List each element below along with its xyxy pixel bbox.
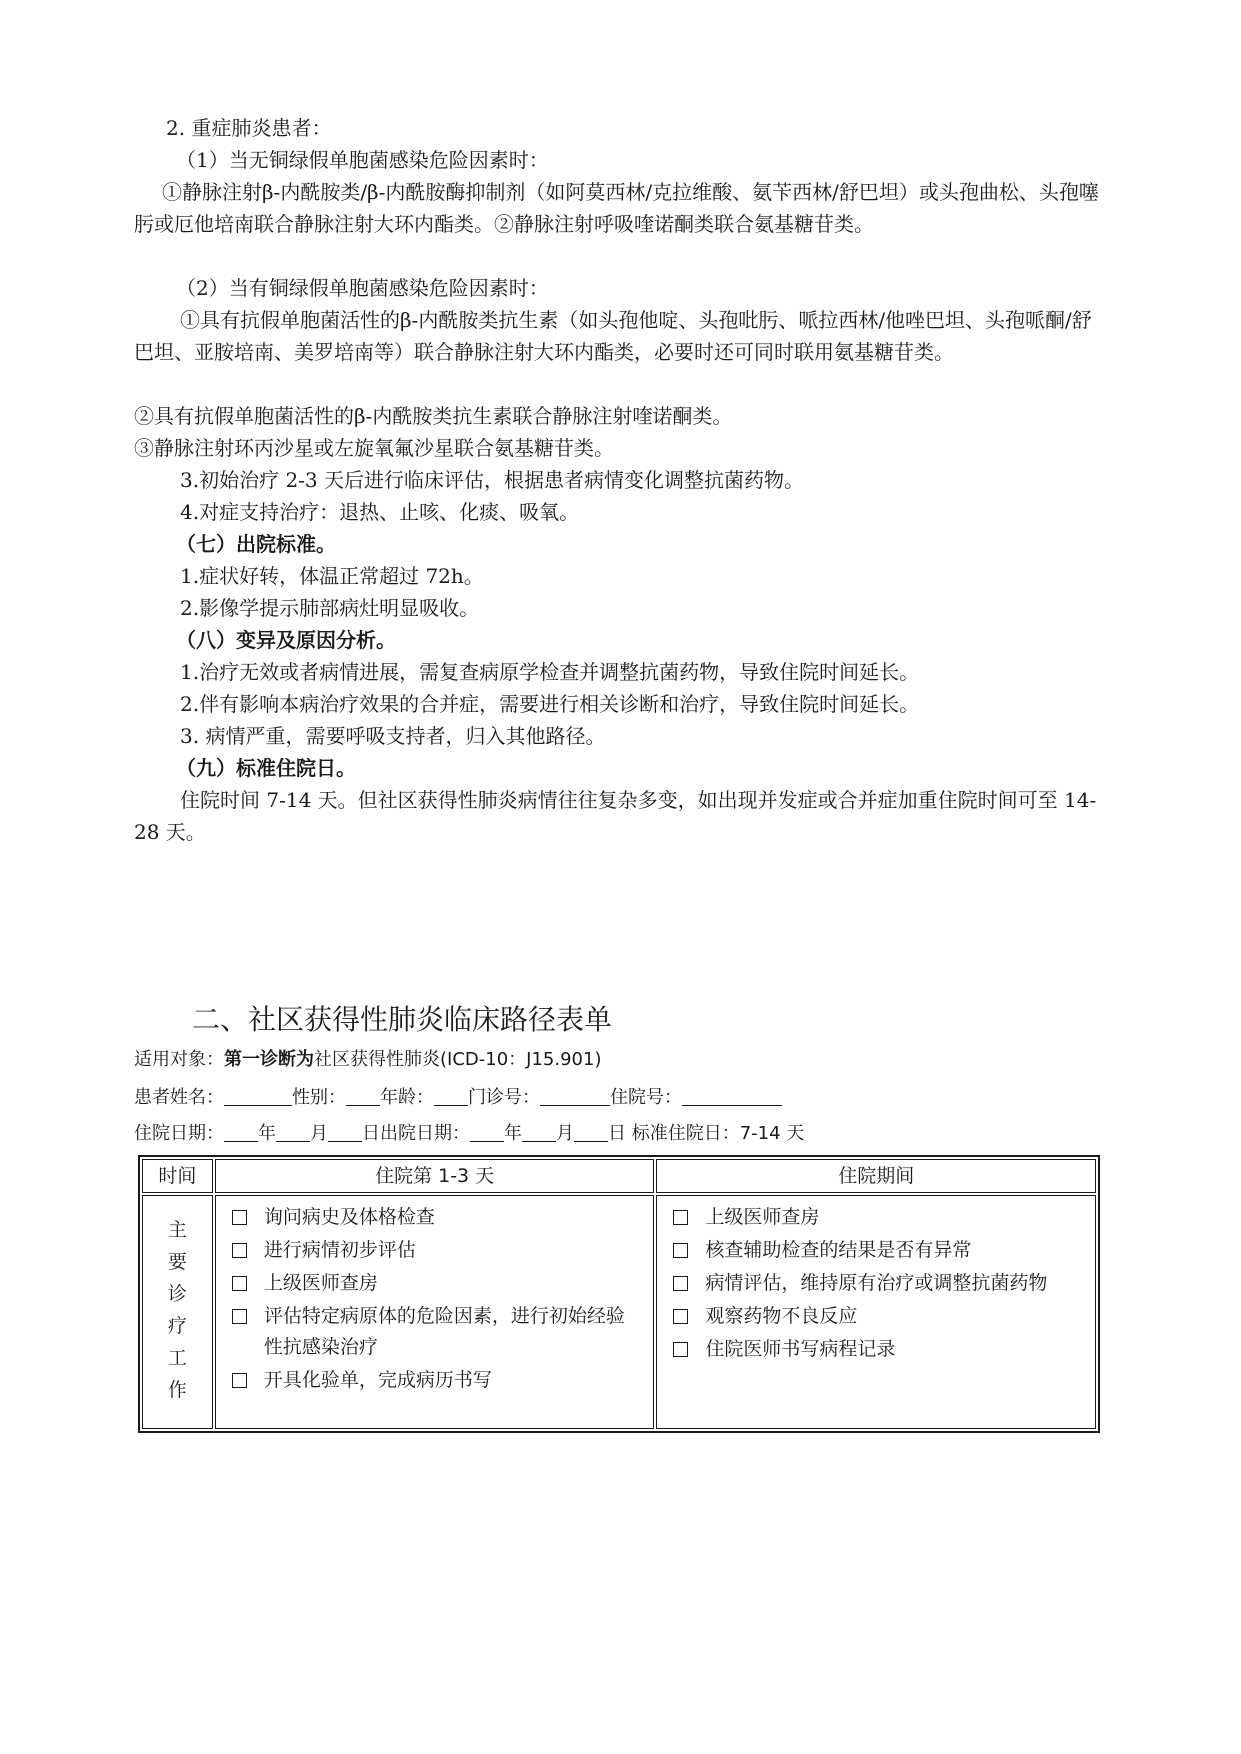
days-1-3-tasks [215,1195,655,1429]
task-label: 上级医师查房 [263,1272,378,1294]
supportive-treatment: 4.对症支持治疗：退热、止咳、化痰、吸氧。 [180,500,580,524]
hospital-stay-tasks [656,1195,1096,1429]
inpatient-number-field[interactable] [682,1085,782,1106]
list-item [671,1202,1085,1233]
admit-month-label: 月 [310,1123,328,1144]
name-label: 患者姓名： [134,1087,224,1108]
variation-2: 2.伴有影响本病治疗效果的合并症，需要进行相关诊断和治疗，导致住院时间延长。 [180,692,920,716]
no-pseudomonas-heading: （1）当无铜绿假单胞菌感染危险因素时： [176,148,549,172]
admit-day-label: 日 [362,1123,380,1144]
checkbox[interactable] [232,1309,247,1324]
pseudomonas-regimen-1: ①具有抗假单胞菌活性的β-内酰胺类抗生素（如头孢他啶、头孢吡肟、哌拉西林/他唑巴坦、头孢哌酮/舒巴坦、亚胺培南、美罗培南等）联合静脉注射大环内酯类，必要时还可同时联用氨基糖苷类。 [134,308,1092,364]
standard-stay-label: 标准住院日：7-14 天 [631,1123,805,1144]
task-label: 病情评估，维持原有治疗或调整抗菌药物 [705,1272,1048,1294]
discharge-month-label: 月 [556,1123,574,1144]
table-header-row [142,1159,1096,1193]
task-label: 观察药物不良反应 [705,1305,858,1327]
header-time: 时间 [142,1159,213,1193]
list-item [230,1202,644,1233]
variation-heading: （八）变异及原因分析。 [176,628,396,652]
list-item [671,1334,1085,1365]
discharge-criterion-1: 1.症状好转，体温正常超过 72h。 [180,564,484,588]
admit-year-field[interactable] [224,1121,258,1142]
clinic-number-field[interactable] [540,1085,610,1106]
dates-line [134,1120,804,1148]
task-label: 开具化验单，完成病历书写 [263,1369,492,1391]
checkbox[interactable] [673,1309,688,1324]
initial-treatment-evaluation: 3.初始治疗 2-3 天后进行临床评估，根据患者病情变化调整抗菌药物。 [180,468,805,492]
pseudomonas-regimen-2: ②具有抗假单胞菌活性的β-内酰胺类抗生素联合静脉注射喹诺酮类。 [134,404,733,428]
checkbox[interactable] [673,1210,688,1225]
variation-3: 3. 病情严重，需要呼吸支持者，归入其他路径。 [180,724,606,748]
task-label: 评估特定病原体的危险因素，进行初始经验性抗感染治疗 [263,1305,625,1358]
task-label: 进行病情初步评估 [263,1239,416,1261]
age-field[interactable] [434,1085,468,1106]
sex-field[interactable] [346,1085,380,1106]
list-item [230,1235,644,1266]
row-label-char: 工 [167,1347,187,1369]
admit-day-field[interactable] [328,1121,362,1142]
checkbox[interactable] [232,1243,247,1258]
variation-1: 1.治疗无效或者病情进展，需复查病原学检查并调整抗菌药物，导致住院时间延长。 [180,660,920,684]
main-work-label [142,1195,213,1429]
discharge-day-field[interactable] [574,1121,608,1142]
admit-label: 住院日期： [134,1123,224,1144]
discharge-criterion-2: 2.影像学提示肺部病灶明显吸收。 [180,596,480,620]
list-item [671,1301,1085,1332]
admit-year-label: 年 [258,1123,276,1144]
checkbox[interactable] [673,1276,688,1291]
applies-label: 适用对象： [134,1049,224,1070]
checkbox[interactable] [673,1243,688,1258]
name-field[interactable] [224,1085,292,1106]
standard-stay-heading: （九）标准住院日。 [176,756,356,780]
pseudomonas-heading: （2）当有铜绿假单胞菌感染危险因素时： [176,276,549,300]
discharge-month-field[interactable] [522,1121,556,1142]
discharge-day-label: 日 [608,1123,626,1144]
inpatient-label: 住院号： [610,1087,682,1108]
list-item [230,1365,644,1396]
row-label-char: 作 [167,1379,187,1401]
clinic-label: 门诊号： [468,1087,540,1108]
list-item [230,1268,644,1299]
row-label-char: 诊 [167,1283,187,1305]
checkbox[interactable] [673,1342,688,1357]
task-label: 住院医师书写病程记录 [705,1338,896,1360]
standard-stay-text: 住院时间 7-14 天。但社区获得性肺炎病情往往复杂多变，如出现并发症或合并症加重住院时间可至 14-28 天。 [134,788,1097,844]
applies-line [134,1046,601,1074]
discharge-year-field[interactable] [470,1121,504,1142]
checkbox[interactable] [232,1276,247,1291]
row-label-char: 要 [167,1251,187,1273]
sex-label: 性别： [292,1087,346,1108]
task-label: 询问病史及体格检查 [263,1206,435,1228]
pseudomonas-regimen-3: ③静脉注射环丙沙星或左旋氧氟沙星联合氨基糖苷类。 [134,436,614,460]
applies-rest: 社区获得性肺炎(ICD-10：J15.901) [314,1049,602,1070]
section-title: 二、社区获得性肺炎临床路径表单 [192,1003,613,1036]
discharge-label: 出院日期： [380,1123,470,1144]
discharge-year-label: 年 [504,1123,522,1144]
header-hospital-stay: 住院期间 [656,1159,1096,1193]
task-label: 上级医师查房 [705,1206,820,1228]
row-label-char: 主 [167,1219,187,1241]
age-label: 年龄： [380,1087,434,1108]
checkbox[interactable] [232,1210,247,1225]
task-label: 核查辅助检查的结果是否有异常 [705,1239,972,1261]
row-label-char: 疗 [167,1315,187,1337]
table-row-main-work [142,1195,1096,1429]
discharge-criteria-heading: （七）出院标准。 [176,532,336,556]
pathway-table [138,1155,1100,1433]
applies-bold: 第一诊断为 [224,1049,314,1070]
patient-info-line [134,1084,782,1112]
admit-month-field[interactable] [276,1121,310,1142]
checkbox[interactable] [232,1373,247,1388]
list-item [230,1301,644,1363]
no-pseudomonas-regimen: ①静脉注射β-内酰胺类/β-内酰胺酶抑制剂（如阿莫西林/克拉维酸、氨苄西林/舒巴坦）或头孢曲松、头孢噻肟或厄他培南联合静脉注射大环内酯类。②静脉注射呼吸喹诺酮类联合氨基糖苷类。 [134,180,1099,236]
list-item [671,1235,1085,1266]
severe-pneumonia-heading: 2. 重症肺炎患者： [166,116,332,140]
list-item [671,1268,1085,1299]
header-days-1-3: 住院第 1-3 天 [215,1159,655,1193]
